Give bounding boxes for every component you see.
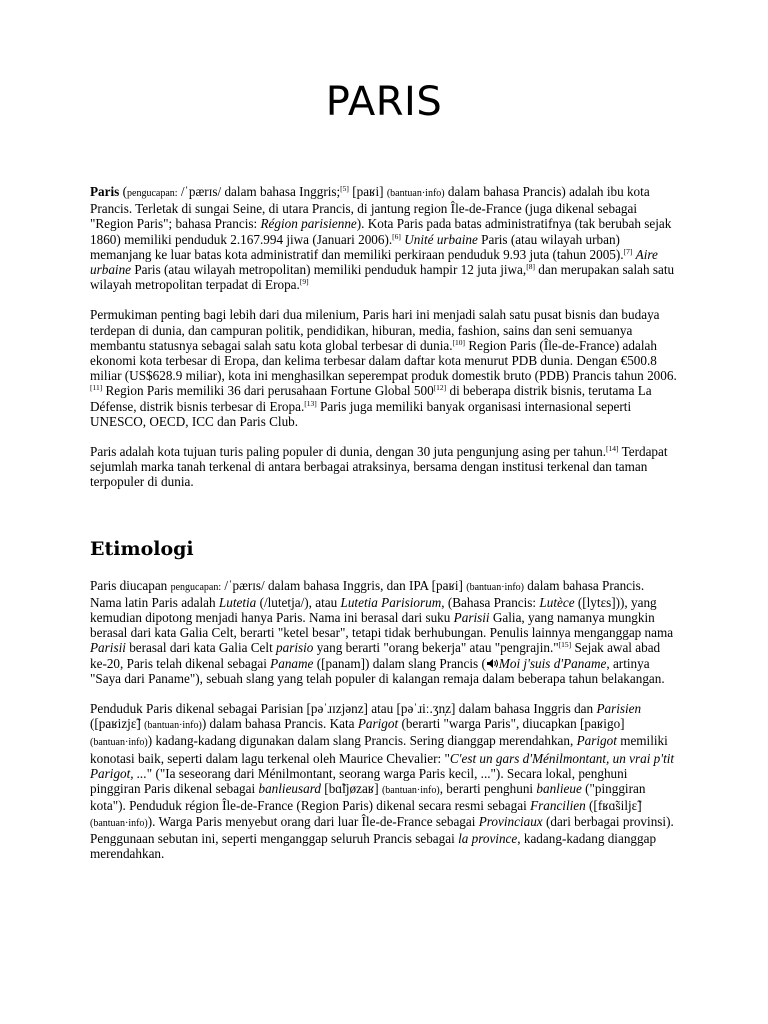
help-info-link[interactable]: (bantuan·info): [90, 817, 148, 829]
economy-paragraph: Permukiman penting bagi lebih dari dua milenium, Paris hari ini menjadi salah satu pusat bisnis dan budaya terdepan di dunia, dan campuran politik, pendidikan, hiburan, media, fashion, sains dan seni semuanya membantu statusnya sebagai salah satu kota global terbesar di dunia.[10] Region Paris (Île-de-France) adalah ekonomi kota terbesar di Eropa, dan kelima terbesar dalam daftar kota menurut PDB dunia. Dengan €500.8 miliar (US$628.9 miliar), kota ini menghasilkan seperempat produk domestik bruto (PDB) Prancis tahun 2006.[11] Region Paris memiliki 36 dari perusahaan Fortune Global 500[12] di beberapa distrik bisnis, terutama La Défense, distrik bisnis terbesar di Eropa.[13] Paris juga memiliki banyak organisasi internasional seperti UNESCO, OECD, ICC dan Paris Club.: [90, 307, 677, 429]
citation-15[interactable]: [15]: [558, 640, 572, 650]
help-info-link[interactable]: (bantuan·info): [144, 720, 202, 732]
citation-6[interactable]: [6]: [392, 231, 401, 241]
citation-5[interactable]: [5]: [340, 184, 349, 193]
citation-8[interactable]: [8]: [526, 262, 535, 272]
help-info-link[interactable]: (bantuan·info): [381, 785, 440, 797]
help-info-link[interactable]: (bantuan·info): [466, 581, 524, 593]
section-heading-etimologi: Etimologi: [90, 537, 194, 560]
page-title: PARIS: [325, 79, 443, 125]
citation-12[interactable]: [12]: [433, 383, 447, 393]
citation-7[interactable]: [7]: [623, 246, 633, 256]
term-paris: Paris: [90, 184, 120, 199]
citation-10[interactable]: [10]: [452, 337, 466, 347]
citation-9[interactable]: [9]: [299, 277, 309, 287]
etymology-paragraph: Paris diucapan pengucapan: /ˈpærɪs/ dalam bahasa Inggris, dan IPA [paʁi] (bantuan·info) dalam bahasa Prancis. Nama latin Paris adalah Lutetia (/lutetja/), atau Lutetia Parisiorum, (Bahasa Prancis: Lutèce ([lytɛs])), yang kemudian dipotong menjadi hanya Paris. Nama ini berasal dari suku Parisii Galia, yang namanya mungkin berasal dari kata Galia Celt, berarti "ketel besar", tetapi tidak berhubungan. Penulis lainnya menganggap nama Parisii berasal dari kata Galia Celt parisio yang berarti "orang bekerja" atau "pengrajin."[15] Sejak awal abad ke-20, Paris telah dikenal sebagai Paname ([panam]) dalam slang Prancis ( Moi j'suis d'Paname, artinya "Saya dari Paname"), sebuah slang yang telah populer di kalangan remaja dalam beberapa tahun belakangan.: [90, 577, 674, 686]
pronunciation-label: pengucapan:: [170, 581, 222, 593]
help-info-link[interactable]: (bantuan·info): [90, 737, 148, 749]
pronunciation-label: pengucapan:: [127, 188, 178, 199]
citation-13[interactable]: [13]: [304, 398, 317, 408]
tourism-paragraph: Paris adalah kota tujuan turis paling populer di dunia, dengan 30 juta pengunjung asing per tahun.[14] Terdapat sejumlah marka tanah terkenal di antara berbagai atraksinya, bersama dengan institusi terkenal dan taman terpopuler di dunia.: [90, 444, 668, 490]
citation-14[interactable]: [14]: [606, 444, 619, 454]
citation-11[interactable]: [11]: [90, 383, 103, 393]
help-info-link[interactable]: (bantuan·info): [386, 188, 445, 199]
speaker-icon[interactable]: [486, 658, 499, 669]
intro-paragraph: Paris (pengucapan: /ˈpærɪs/ dalam bahasa Inggris;[5] [paʁi] (bantuan·info) dalam bahasa Prancis) adalah ibu kota Prancis. Terletak di sungai Seine, di utara Prancis, di jantung region Île-de-France (juga dikenal sebagai "Region Paris"; bahasa Prancis: Région parisienne). Kota Paris pada batas administratifnya (tak berubah sejak 1860) memiliki penduduk 2.167.994 jiwa (Januari 2006).[6] Unité urbaine Paris (atau wilayah urban) memanjang ke luar batas kota administratif dan memiliki perkiraan penduduk 9.93 juta (tahun 2005).[7] Aire urbaine Paris (atau wilayah metropolitan) memiliki penduduk hampir 12 juta jiwa,[8] dan merupakan salah satu wilayah metropolitan terpadat di Eropa.[9]: [90, 184, 675, 293]
demonym-paragraph: Penduduk Paris dikenal sebagai Parisian [pəˈɹɪzjənz] atau [pəˈɹiː.ʒn̩z] dalam bahasa Inggris dan Parisien ([paʁizjɛ̃] (bantuan·info)) dalam bahasa Prancis. Kata Parigot (berarti "warga Paris", diucapkan [paʁigo] (bantuan·info)) kadang-kadang digunakan dalam slang Prancis. Sering dianggap merendahkan, Parigot memiliki konotasi baik, seperti dalam lagu terkenal oleh Maurice Chevalier: "C'est un gars d'Ménilmontant, un vrai p'tit Parigot, ..." ("Ia seseorang dari Ménilmontant, seorang warga Paris kecil, ..."). Secara lokal, penghuni pinggiran Paris dikenal sebagai banlieusard [bɑ̃ljøzaʁ] (bantuan·info), berarti penghuni banlieue ("pinggiran kota"). Penduduk région Île-de-France (Region Paris) dikenal secara resmi sebagai Francilien ([fʁɑ̃siljɛ̃] (bantuan·info)). Warga Paris menyebut orang dari luar Île-de-France sebagai Provinciaux (dari berbagai provinsi). Penggunaan sebutan ini, seperti menganggap seluruh Prancis sebagai la province, kadang-kadang dianggap merendahkan.: [90, 701, 675, 861]
